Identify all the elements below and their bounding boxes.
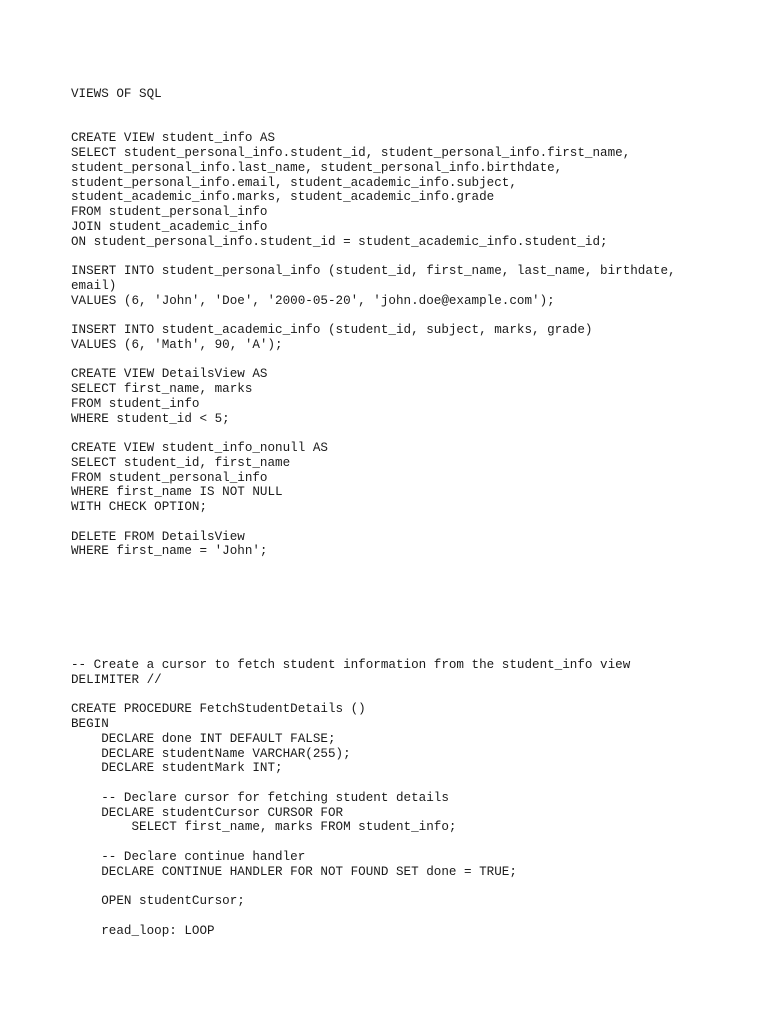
sql-views-code-block: VIEWS OF SQL CREATE VIEW student_info AS SELECT student_personal_info.student_id, student_personal_info.first_name, student_personal_info.last_name, student_personal_info.birthdate, student_personal_info.email, student_academic_info.subject, student_academic_info.marks, student_academic_info.grade FROM student_personal_info JOIN student_academic_info ON student_personal_info.student_id = student_academic_info.student_id; INSERT INTO student_personal_info (student_id, first_name, last_name, birthdate, email) VALUES (6, 'John', 'Doe', '2000-05-20', 'john.doe@example.com'); INSERT INTO student_academic_info (student_id, subject, marks, grade) VALUES (6, 'Math', 90, 'A'); CREATE VIEW DetailsView AS SELECT first_name, marks FROM student_info WHERE student_id < 5; CREATE VIEW student_info_nonull AS SELECT student_id, first_name FROM student_personal_info WHERE first_name IS NOT NULL WITH CHECK OPTION; DELETE FROM DetailsView WHERE first_name = 'John';: [71, 87, 676, 559]
sql-cursor-procedure-code-block: -- Create a cursor to fetch student information from the student_info view DELIMITER // CREATE PROCEDURE FetchStudentDetails () BEGIN DECLARE done INT DEFAULT FALSE; DECLARE studentName VARCHAR(255); DECLARE studentMark INT; -- Declare cursor for fetching student details DECLARE studentCursor CURSOR FOR SELECT first_name, marks FROM student_info; -- Declare continue handler DECLARE CONTINUE HANDLER FOR NOT FOUND SET done = TRUE; OPEN studentCursor; read_loop: LOOP: [71, 658, 631, 938]
